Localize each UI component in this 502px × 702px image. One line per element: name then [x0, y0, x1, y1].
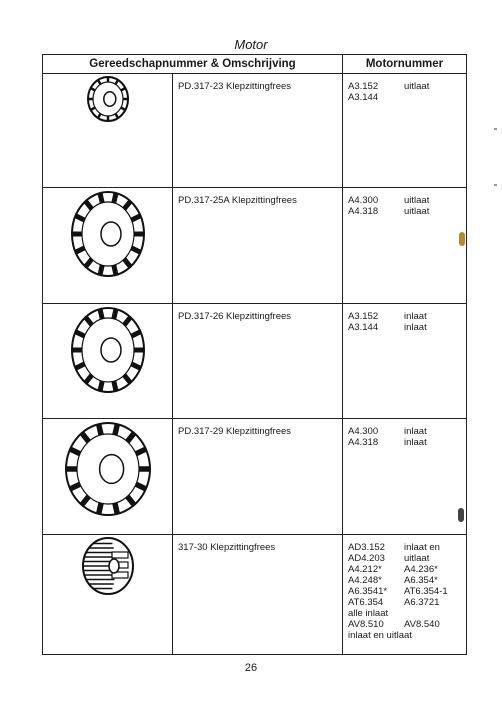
engine-number: AT6.354 [348, 597, 384, 608]
large-valve-seat-cutter-icon [65, 188, 151, 280]
engine-line [348, 575, 464, 586]
engine-number: AD3.152 [348, 542, 385, 553]
engine-number: A3.152 [348, 81, 379, 92]
scan-mark [494, 128, 497, 130]
page-title: Motor [234, 37, 268, 52]
engine-detail: uitlaat [404, 81, 430, 92]
engine-number: A3.152 [348, 311, 379, 322]
tool-illustration-cell [43, 304, 173, 419]
engine-line [348, 437, 464, 448]
engine-number: A4.300 [348, 195, 379, 206]
engine-line [348, 630, 464, 641]
engine-detail: uitlaat [404, 553, 430, 564]
engine-line [348, 608, 464, 619]
engine-detail: AT6.354-1 [404, 586, 448, 597]
engine-numbers [343, 535, 467, 655]
engine-number: A3.144 [348, 322, 379, 333]
engine-detail: A4.236* [404, 564, 438, 575]
tool-illustration-cell [43, 74, 173, 188]
binder-hole-mark [458, 508, 464, 522]
engine-line [348, 322, 464, 333]
engine-line [348, 564, 464, 575]
engine-detail: inlaat [404, 322, 427, 333]
engine-line [348, 206, 464, 217]
table-row [43, 74, 467, 188]
engine-line [348, 586, 464, 597]
table-row [43, 304, 467, 419]
wide-valve-seat-cutter-icon [58, 419, 158, 519]
engine-line [348, 597, 464, 608]
engine-note: inlaat en uitlaat [348, 630, 412, 641]
engine-line [348, 619, 464, 630]
engine-detail: uitlaat [404, 195, 430, 206]
engine-detail: uitlaat [404, 206, 430, 217]
engine-number: AD4.203 [348, 553, 385, 564]
table-header-row [43, 55, 467, 74]
engine-numbers [343, 304, 467, 419]
tool-description: PD.317-26 Klepzittingfrees [173, 304, 343, 419]
engine-number: A4.212* [348, 564, 382, 575]
engine-detail: A6.3721 [404, 597, 440, 608]
header-tool-description: Gereedschapnummer & Omschrijving [43, 55, 343, 74]
engine-numbers [343, 419, 467, 535]
tool-illustration-cell [43, 535, 173, 655]
engine-number: AV8.510 [348, 619, 384, 630]
engine-number: A3.144 [348, 92, 379, 103]
tool-description: PD.317-23 Klepzittingfrees [173, 74, 343, 188]
page-number: 26 [244, 662, 258, 674]
engine-line [348, 195, 464, 206]
tool-description: 317-30 Klepzittingfrees [173, 535, 343, 655]
table-row [43, 188, 467, 304]
table-row [43, 419, 467, 535]
tool-illustration-cell [43, 419, 173, 535]
engine-line [348, 92, 464, 103]
engine-line [348, 426, 464, 437]
engine-detail: inlaat [404, 426, 427, 437]
engine-line [348, 553, 464, 564]
engine-note: alle inlaat [348, 608, 389, 619]
engine-number: A4.318 [348, 206, 379, 217]
engine-number: A4.248* [348, 575, 382, 586]
tool-catalog-table [42, 54, 467, 655]
engine-numbers [343, 74, 467, 188]
table-row [43, 535, 467, 655]
engine-detail: inlaat en [404, 542, 440, 553]
engine-number: A6.3541* [348, 586, 388, 597]
tool-description: PD.317-29 Klepzittingfrees [173, 419, 343, 535]
threaded-valve-seat-cutter-icon [78, 535, 138, 597]
engine-numbers [343, 188, 467, 304]
tool-illustration-cell [43, 188, 173, 304]
header-engine-number: Motornummer [343, 55, 467, 74]
engine-line [348, 81, 464, 92]
large-valve-seat-cutter-icon [65, 304, 151, 396]
scan-mark [494, 184, 497, 186]
engine-number: A4.300 [348, 426, 379, 437]
binder-hole-mark [459, 232, 465, 246]
tool-description: PD.317-25A Klepzittingfrees [173, 188, 343, 304]
engine-detail: A6.354* [404, 575, 438, 586]
small-valve-seat-cutter-icon [83, 74, 133, 124]
engine-number: A4.318 [348, 437, 379, 448]
engine-line [348, 542, 464, 553]
engine-detail: inlaat [404, 437, 427, 448]
engine-line [348, 311, 464, 322]
engine-detail: AV8.540 [404, 619, 440, 630]
engine-detail: inlaat [404, 311, 427, 322]
